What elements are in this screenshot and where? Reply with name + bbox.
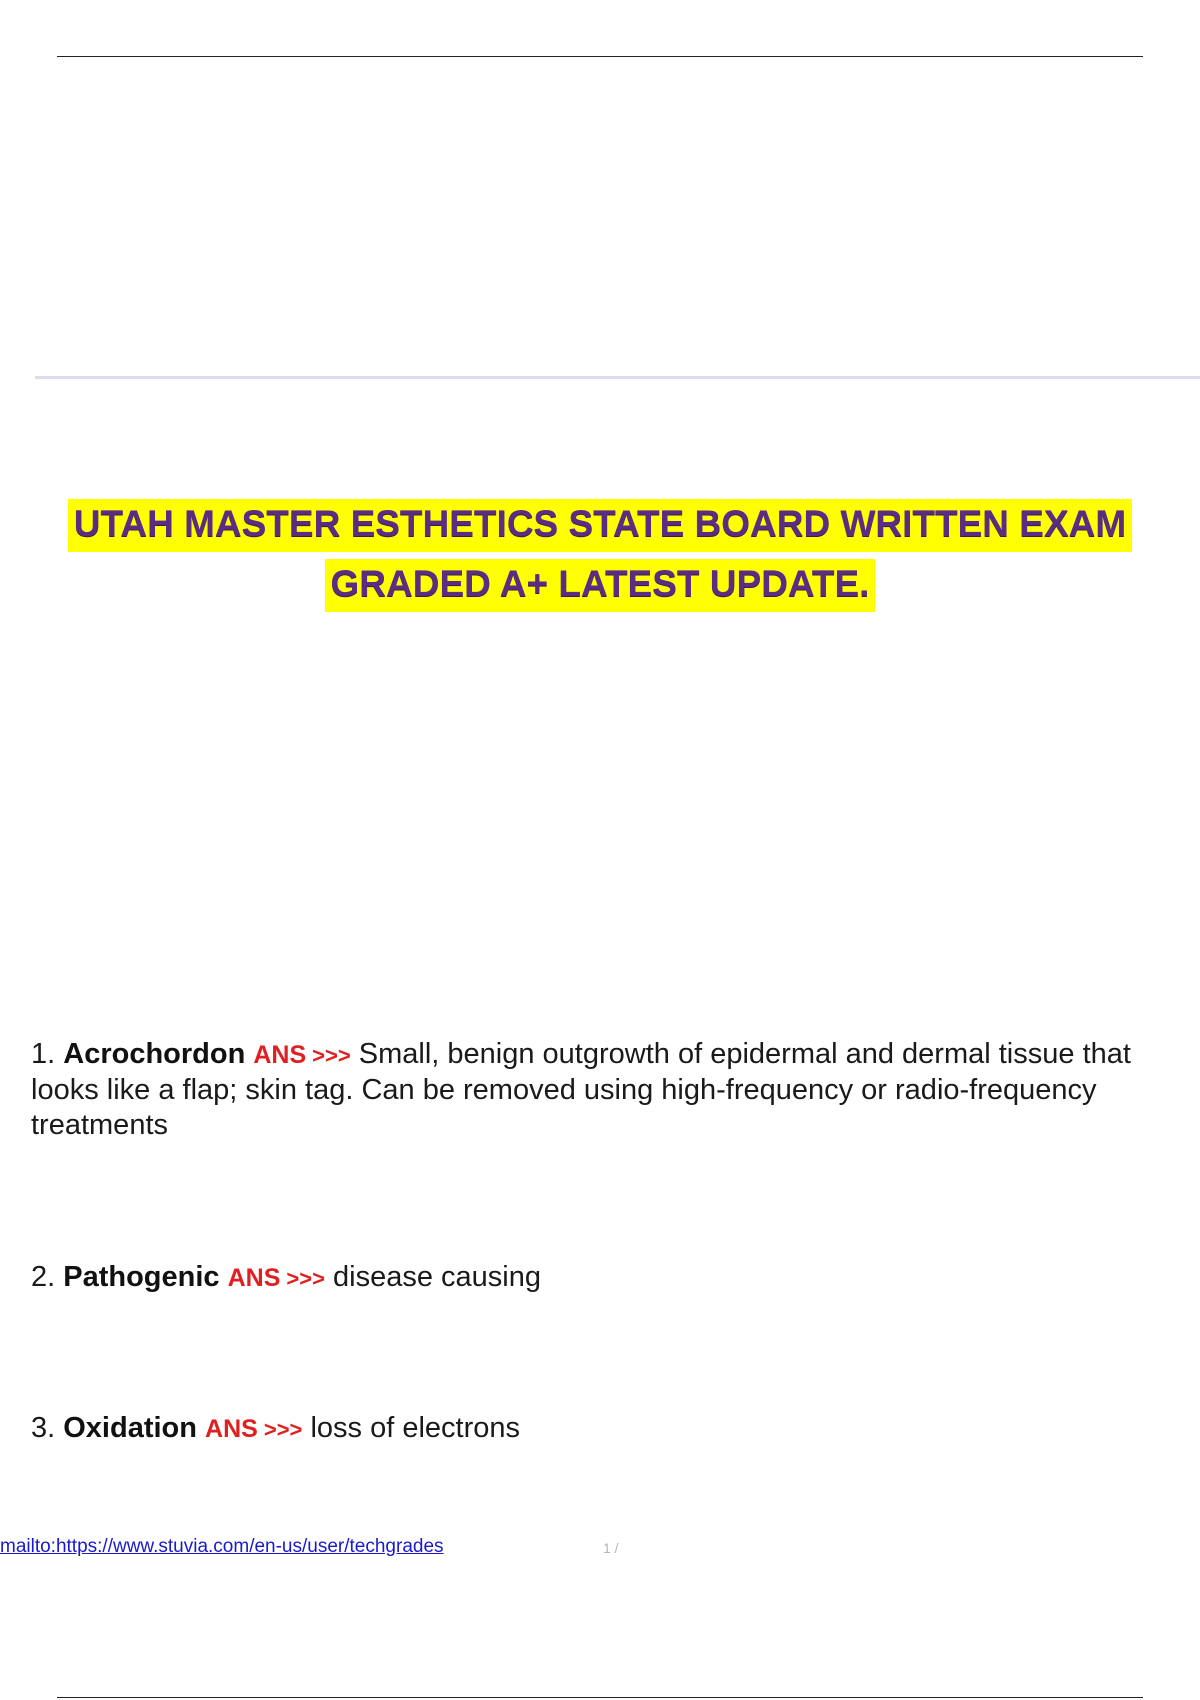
page-marker: 1 / bbox=[603, 1540, 619, 1556]
question-item bbox=[31, 1260, 1181, 1296]
document-title bbox=[20, 494, 1180, 614]
question-term: Acrochordon bbox=[63, 1038, 246, 1070]
footer-rule bbox=[57, 1697, 1143, 1698]
question-term: Pathogenic bbox=[63, 1261, 220, 1293]
question-term: Oxidation bbox=[63, 1412, 197, 1444]
question-item bbox=[31, 1411, 1181, 1447]
header-rule bbox=[57, 56, 1143, 57]
answer-text: loss of electrons bbox=[310, 1412, 520, 1444]
ans-label: ANS bbox=[227, 1264, 281, 1292]
ans-label: ANS bbox=[205, 1415, 258, 1443]
ans-arrows: >>> bbox=[286, 1266, 325, 1291]
ans-arrows: >>> bbox=[263, 1417, 303, 1442]
footer-link[interactable]: mailto:https://www.stuvia.com/en-us/user/techgrades bbox=[0, 1536, 444, 1557]
question-item bbox=[31, 1037, 1181, 1143]
question-number: 3. bbox=[31, 1412, 56, 1444]
title-line-2: GRADED A+ LATEST UPDATE. bbox=[325, 559, 876, 612]
title-line-1: UTAH MASTER ESTHETICS STATE BOARD WRITTEN EXAM bbox=[68, 499, 1132, 552]
ans-arrows: >>> bbox=[312, 1043, 351, 1068]
ans-label: ANS bbox=[253, 1041, 307, 1069]
section-divider bbox=[35, 376, 1200, 379]
answer-text: disease causing bbox=[333, 1261, 542, 1293]
question-number: 1. bbox=[31, 1038, 56, 1070]
question-number: 2. bbox=[31, 1261, 56, 1293]
answer-text: Small, benign outgrowth of epidermal and dermal tissue that looks like a flap; skin tag. Can be removed using high-frequency or radio-frequency treatments bbox=[31, 1038, 1131, 1141]
